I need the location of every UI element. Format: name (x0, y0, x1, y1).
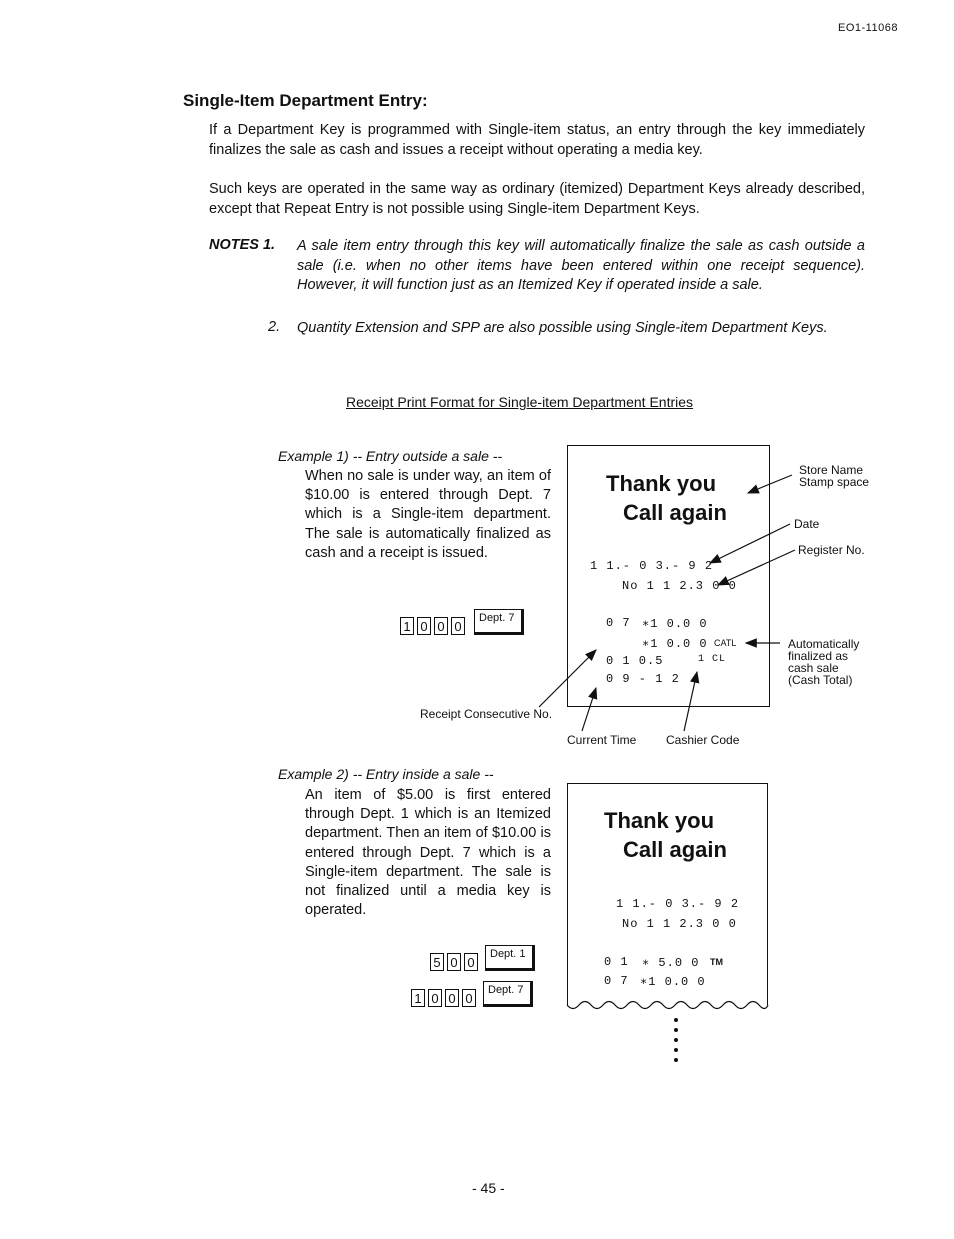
document-number: EO1-11068 (838, 22, 898, 34)
numeric-key: 0 (417, 617, 431, 635)
notes-label: NOTES 1. (209, 237, 276, 253)
callout-store-name: Store Name (799, 463, 864, 477)
receipt-dept-code: 0 7 (606, 616, 631, 630)
receipt-date: 1 1.- 0 3.- 9 2 (590, 559, 714, 573)
dept-1-key: Dept. 1 (485, 945, 535, 971)
receipt-call-again-line: Call again (623, 837, 727, 862)
intro-paragraph-2: Such keys are operated in the same way as ordinary (itemized) Department Keys already described, except that Repeat Entry is not possible using Single-item Department Keys. (209, 181, 865, 217)
note-2-number: 2. (268, 319, 281, 335)
numeric-key: 0 (434, 617, 448, 635)
numeric-key: 1 (400, 617, 414, 635)
arrow-store-name (748, 475, 792, 493)
example-2-title: Example 2) -- Entry inside a sale -- (278, 766, 494, 782)
receipt-cash-total: ∗1 0.0 0 (642, 637, 708, 651)
note-1-text: A sale item entry through this key will automatically finalize the sale as cash outside a sale (i.e. when no other items have been entered within one receipt sequence). However, it will function just as an Itemized Key if operated inside a sale. (297, 238, 865, 293)
receipt-date: 1 1.- 0 3.- 9 2 (616, 897, 740, 911)
numeric-key: 0 (447, 953, 461, 971)
callout-date: Date (794, 517, 820, 531)
receipt-cashier-code: 1 CL (698, 654, 727, 665)
receipt-thanks-line: Thank you (604, 808, 715, 833)
receipt-tm-tag: TM (710, 957, 723, 967)
example-1-title: Example 1) -- Entry outside a sale -- (278, 448, 503, 464)
numeric-key: 0 (445, 989, 459, 1007)
example-2-receipt (567, 783, 768, 1005)
numeric-key: 0 (464, 953, 478, 971)
receipt-item-amount-2: ∗1 0.0 0 (640, 975, 706, 989)
numeric-key: 1 (411, 989, 425, 1007)
receipt-dept-code-2: 0 7 (604, 974, 629, 988)
arrow-consecutive-no (539, 650, 596, 707)
example-2-key-sequence-b (411, 981, 533, 1007)
callout-auto-1: Automatically (788, 637, 860, 651)
receipt-continuation (565, 1000, 775, 1080)
callout-auto-2: finalized as (788, 649, 849, 663)
callout-cashier-code: Cashier Code (666, 733, 740, 747)
callout-auto-4: (Cash Total) (788, 673, 853, 687)
receipt-item-amount: ∗1 0.0 0 (642, 617, 708, 631)
receipt-time: 0 9 - 1 2 (606, 672, 680, 686)
callout-current-time: Current Time (567, 733, 637, 747)
dept-7-key: Dept. 7 (474, 609, 524, 635)
torn-edge (567, 1002, 768, 1009)
callout-consecutive-no: Receipt Consecutive No. (420, 707, 553, 721)
intro-paragraph-1: If a Department Key is programmed with Single-item status, an entry through the key immediately finalizes the sale as cash and issues a receipt without operating a media key. (209, 122, 865, 158)
page-number: - 45 - (472, 1180, 505, 1196)
numeric-key: 0 (462, 989, 476, 1007)
example-1-description: When no sale is under way, an item of $10.00 is entered through Dept. 7 which is a Single-item department. The sale is automatically finalized as cash and a receipt is issued. (305, 468, 551, 561)
receipt-dept-code: 0 1 (604, 955, 629, 969)
receipt-call-again-line: Call again (623, 500, 727, 525)
section-heading: Single-Item Department Entry: (183, 91, 428, 110)
arrow-register-no (718, 550, 795, 585)
callout-stamp-space: Stamp space (799, 475, 870, 489)
callout-auto-3: cash sale (788, 661, 839, 675)
receipt-item-amount: ∗ 5.0 0 (642, 956, 700, 970)
numeric-key: 0 (451, 617, 465, 635)
example-2-key-sequence-a (430, 945, 535, 971)
continuation-dots (674, 1018, 678, 1062)
dept-7-key: Dept. 7 (483, 981, 533, 1007)
receipt-thanks-line: Thank you (606, 471, 717, 496)
receipt-consecutive-no: 0 1 0.5 (606, 654, 664, 668)
numeric-key: 5 (430, 953, 444, 971)
numeric-key: 0 (428, 989, 442, 1007)
receipt-catl-tag: CATL (714, 638, 737, 648)
receipt-register-no: No 1 1 2.3 0 0 (622, 917, 737, 931)
receipt-register-no: No 1 1 2.3 0 0 (622, 579, 737, 593)
callout-register-no: Register No. (798, 543, 865, 557)
arrow-current-time (582, 688, 596, 731)
note-2-text: Quantity Extension and SPP are also possible using Single-item Department Keys. (297, 320, 828, 336)
receipt-format-title: Receipt Print Format for Single-item Department Entries (346, 394, 694, 410)
example-2-description: An item of $5.00 is first entered through Dept. 1 which is an Itemized department. Then an item of $10.00 is entered through Dept. 7 which is a Single-item department. The sale is not finalized until a media key is operated. (305, 787, 551, 919)
arrow-cashier-code (684, 672, 697, 731)
